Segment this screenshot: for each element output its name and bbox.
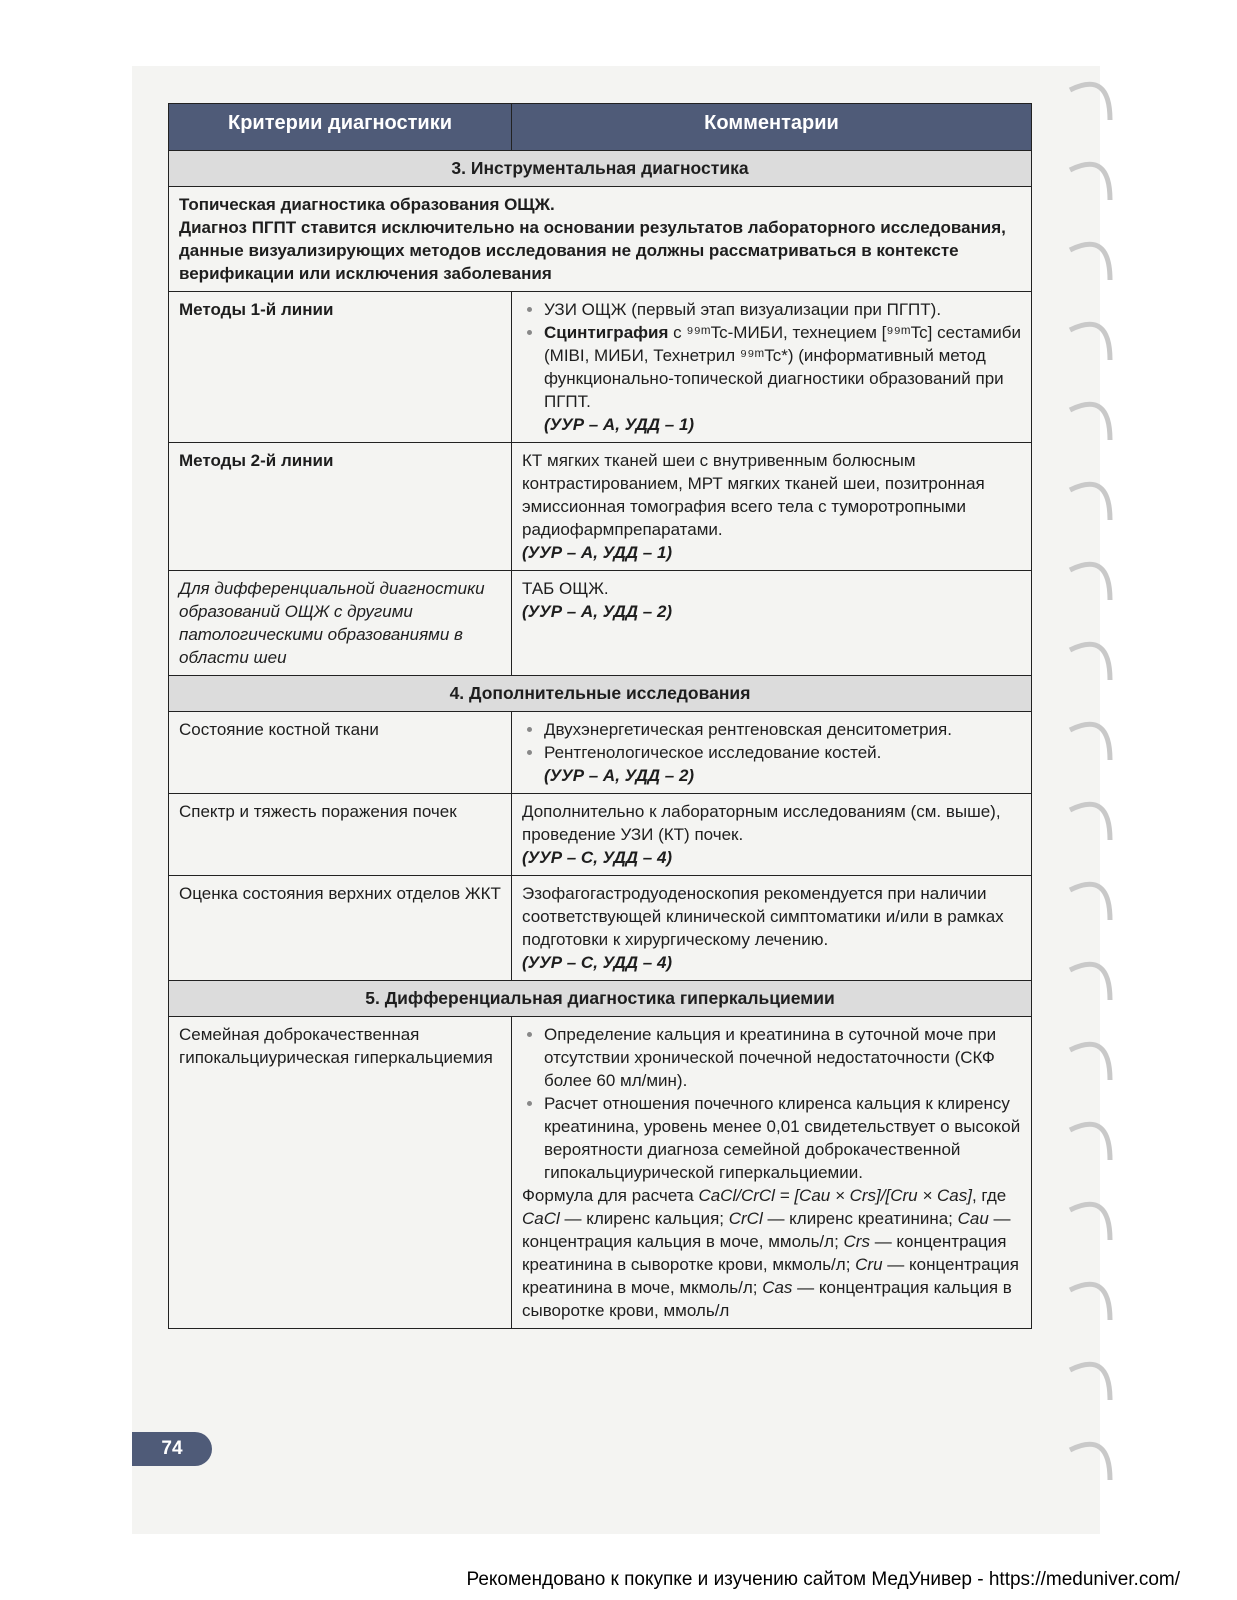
row-label-second-line: Методы 2-й линии bbox=[169, 443, 512, 571]
list-item: • Двухэнергетическая рентгеновская денситометрия. bbox=[544, 718, 1021, 741]
grade-label: (УУР – А, УДД – 1) bbox=[522, 543, 673, 562]
grade-label: (УУР – А, УДД – 2) bbox=[544, 766, 695, 785]
row-comment-second-line: КТ мягких тканей шеи с внутривенным болюсным контрастированием, МРТ мягких тканей шеи, позитронная эмиссионная томография всего тела с туморотропными радиофармпрепаратами. (УУР – А, УДД – 1) bbox=[512, 443, 1032, 571]
row-comment-kidney: Дополнительно к лабораторным исследованиям (см. выше), проведение УЗИ (КТ) почек. (УУР – С, УДД – 4) bbox=[512, 794, 1032, 876]
topical-line1: Топическая диагностика образования ОЩЖ. bbox=[179, 195, 555, 214]
list-item: • Сцинтиграфия с ⁹⁹ᵐTc-МИБИ, технецием [⁹⁹ᵐTc] сестамиби (MIBI, МИБИ, Технетрил ⁹⁹ᵐTc*) (информативный метод функционально-топической диагностики образований при ПГПТ. bbox=[544, 321, 1021, 413]
table-row bbox=[169, 794, 1032, 876]
table-row bbox=[169, 443, 1032, 571]
table-row bbox=[169, 1017, 1032, 1329]
spiral-binding bbox=[1062, 70, 1122, 1520]
list-item: • Определение кальция и креатинина в суточной моче при отсутствии хронической почечной недостаточности (СКФ более 60 мл/мин). bbox=[544, 1023, 1021, 1092]
header-comments: Комментарии bbox=[512, 104, 1032, 151]
row-label-bone: Состояние костной ткани bbox=[169, 712, 512, 794]
table-row bbox=[169, 571, 1032, 676]
row-label-gi: Оценка состояния верхних отделов ЖКТ bbox=[169, 876, 512, 981]
diagnostics-table bbox=[168, 103, 1032, 1329]
topical-note bbox=[169, 187, 1032, 292]
grade-label: (УУР – А, УДД – 1) bbox=[544, 415, 695, 434]
page-number: 74 bbox=[132, 1432, 212, 1466]
topical-line2: Диагноз ПГПТ ставится исключительно на основании результатов лабораторного исследования, данные визуализирующих методов исследования не должны рассматриваться в контексте верификации или исключения заболевания bbox=[179, 218, 1006, 283]
list-item: • УЗИ ОЩЖ (первый этап визуализации при ПГПТ). bbox=[544, 298, 1021, 321]
formula-text: Формула для расчета CaCl/CrCl = [Cau × Crs]/[Cru × Cas], где CaCl — клиренс кальция; CrCl — клиренс креатинина; Cau — концентрация кальция в моче, ммоль/л; Crs — концентрация креатинина в сыворотке крови, мкмоль/л; Cru — концентрация креатинина в моче, мкмоль/л; Cas — концентрация кальция в сыворотке крови, ммоль/л bbox=[522, 1186, 1019, 1320]
section-instrumental: 3. Инструментальная диагностика bbox=[169, 151, 1032, 187]
grade-label: (УУР – С, УДД – 4) bbox=[522, 953, 673, 972]
row-comment-fhh bbox=[512, 1017, 1032, 1329]
header-criteria: Критерии диагностики bbox=[169, 104, 512, 151]
table-header-row bbox=[169, 104, 1032, 151]
list-item: • Рентгенологическое исследование костей. bbox=[544, 741, 1021, 764]
row-comment-first-line bbox=[512, 292, 1032, 443]
row-label-differential: Для дифференциальной диагностики образований ОЩЖ с другими патологическими образованиями в области шеи bbox=[169, 571, 512, 676]
row-label-first-line: Методы 1-й линии bbox=[169, 292, 512, 443]
grade-label: (УУР – А, УДД – 2) bbox=[522, 602, 673, 621]
row-label-kidney: Спектр и тяжесть поражения почек bbox=[169, 794, 512, 876]
section-differential: 5. Дифференциальная диагностика гиперкальциемии bbox=[169, 981, 1032, 1017]
row-comment-bone bbox=[512, 712, 1032, 794]
grade-label: (УУР – С, УДД – 4) bbox=[522, 848, 673, 867]
row-comment-differential: ТАБ ОЩЖ. (УУР – А, УДД – 2) bbox=[512, 571, 1032, 676]
footer-link-text: Рекомендовано к покупке и изучению сайтом МедУнивер - https://meduniver.com/ bbox=[466, 1569, 1180, 1590]
table-row bbox=[169, 292, 1032, 443]
section-additional: 4. Дополнительные исследования bbox=[169, 676, 1032, 712]
table-row bbox=[169, 876, 1032, 981]
table-row bbox=[169, 712, 1032, 794]
row-comment-gi: Эзофагогастродуоденоскопия рекомендуется при наличии соответствующей клинической симптоматики и/или в рамках подготовки к хирургическому лечению. (УУР – С, УДД – 4) bbox=[512, 876, 1032, 981]
list-item: • Расчет отношения почечного клиренса кальция к клиренсу креатинина, уровень менее 0,01 свидетельствует о высокой вероятности диагноза семейной доброкачественной гипокальциурической гиперкальциемии. bbox=[544, 1092, 1021, 1184]
row-label-fhh: Семейная доброкачественная гипокальциурическая гиперкальциемия bbox=[169, 1017, 512, 1329]
